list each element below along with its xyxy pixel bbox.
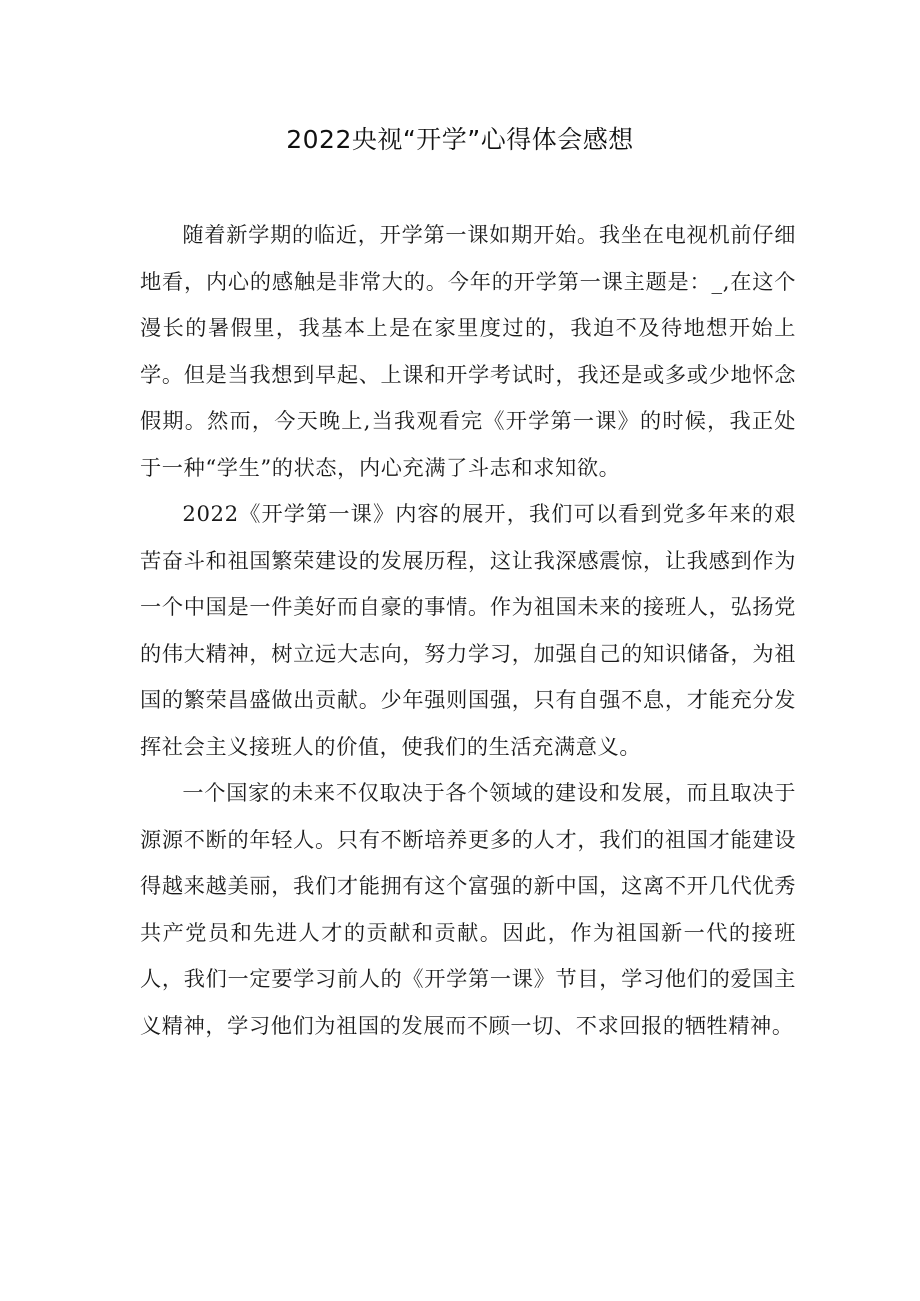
paragraph-3: 一个国家的未来不仅取决于各个领域的建设和发展，而且取决于源源不断的年轻人。只有不断培养更多的人才，我们的祖国才能建设得越来越美丽，我们才能拥有这个富强的新中国，这离不开几代优秀共产党员和先进人才的贡献和贡献。因此，作为祖国新一代的接班人，我们一定要学习前人的《开学第一课》节目，学习他们的爱国主义精神，学习他们为祖国的发展而不顾一切、不求回报的牺牲精神。 (140, 780, 796, 1038)
document-body (140, 212, 796, 1049)
paragraph-2: 2022《开学第一课》内容的展开，我们可以看到党多年来的艰苦奋斗和祖国繁荣建设的发展历程，这让我深感震惊，让我感到作为一个中国是一件美好而自豪的事情。作为祖国未来的接班人，弘扬党的伟大精神，树立远大志向，努力学习，加强自己的知识储备，为祖国的繁荣昌盛做出贡献。少年强则国强，只有自强不息，才能充分发挥社会主义接班人的价值，使我们的生活充满意义。 (140, 501, 796, 759)
document-title: 2022央视“开学”心得体会感想 (286, 125, 634, 154)
paragraph-1: 随着新学期的临近，开学第一课如期开始。我坐在电视机前仔细地看，内心的感触是非常大的。今年的开学第一课主题是：_,在这个漫长的暑假里，我基本上是在家里度过的，我迫不及待地想开始上学。但是当我想到早起、上课和开学考试时，我还是或多或少地怀念假期。然而，今天晚上,当我观看完《开学第一课》的时候，我正处于一种“学生”的状态，内心充满了斗志和求知欲。 (140, 222, 796, 480)
